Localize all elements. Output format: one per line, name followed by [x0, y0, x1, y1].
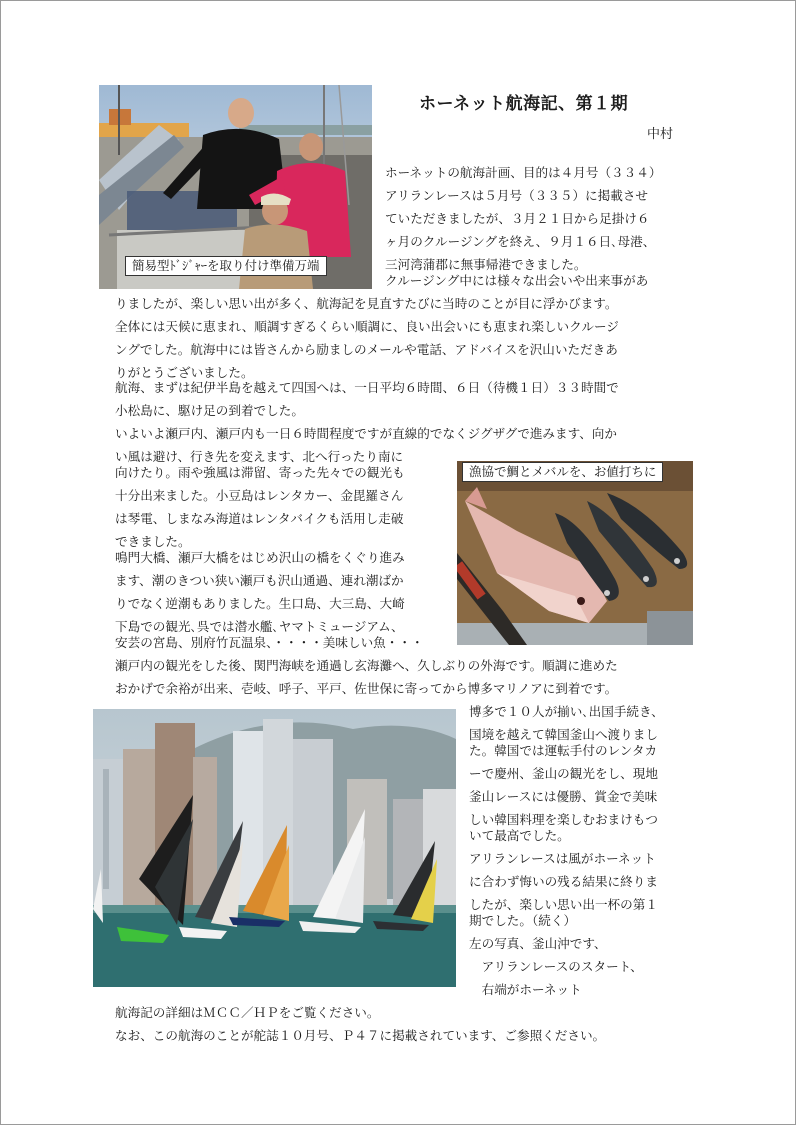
- article-line: は琴電、しまなみ海道はレンタバイクも活用し走破: [115, 511, 404, 526]
- article-line: た。韓国では運転手付のレンタカ: [469, 743, 658, 758]
- article-line: ヶ月のクルージングを終え、９月１６日､母港、: [385, 234, 656, 249]
- article-line: 下島での観光､呉では潜水艦､ヤマトミュージアム、: [115, 619, 404, 634]
- article-line: りでなく逆潮もありました。生口島、大三島、大崎: [115, 596, 405, 611]
- article-line: ホーネットの航海計画、目的は４月号（３３４）: [385, 165, 662, 180]
- article-line: 期でした。（続く）: [469, 913, 577, 928]
- article-line: おかげで余裕が出来、壱岐、呼子、平戸、佐世保に寄ってから博多マリノアに到着です。: [115, 681, 618, 696]
- article-line: いて最高でした。: [469, 828, 570, 843]
- article-line: ーで慶州、釜山の観光をし、現地: [469, 766, 658, 781]
- race-photo: [93, 709, 456, 987]
- article-line: アリランレースは５月号（３３５）に掲載させ: [385, 188, 649, 203]
- article-line: い風は避け、行き先を変えます、北へ行ったり南に: [115, 449, 404, 464]
- article-line: いよいよ瀬戸内、瀬戸内も一日６時間程度ですが直線的でなくジグザグで進みます、向か: [115, 426, 617, 441]
- article-line: 航海、まずは紀伊半島を越えて四国へは、一日平均６時間、６日（待機１日）３３時間で: [115, 380, 619, 395]
- article-line: したが、楽しい思い出一杯の第１: [469, 897, 658, 912]
- article-line: りがとうございました。: [115, 365, 254, 380]
- article-line: クルージング中には様々な出会いや出来事があ: [385, 273, 649, 288]
- article-line: 十分出来ました。小豆島はレンタカー、金毘羅さん: [115, 488, 404, 503]
- article-line: 国境を越えて韓国釜山へ渡りまし: [469, 727, 658, 742]
- article-line: 安芸の宮島、別府竹瓦温泉、・・・・美味しい魚・・・: [115, 635, 424, 650]
- article-line: りましたが、楽しい思い出が多く、航海記を見直すたびに当時のことが目に浮かびます。: [115, 296, 618, 311]
- article-line: ングでした。航海中には皆さんから励ましのメールや電話、アドバイスを沢山いただきあ: [115, 342, 618, 357]
- article-line: しい韓国料理を楽しむおまけもつ: [469, 812, 658, 827]
- article-line: 三河湾蒲郡に無事帰港できました。: [385, 257, 587, 272]
- article-line: アリランレースは風がホーネット: [469, 851, 656, 866]
- article-line: 博多で１０人が揃い､出国手続き、: [469, 704, 664, 719]
- article-line: 右端がホーネット: [469, 982, 582, 997]
- crew-photo-caption: 簡易型ﾄﾞｼﾞｬｰを取り付け準備万端: [125, 256, 327, 276]
- article-line: なお、この航海のことが舵誌１０月号、Ｐ４７に掲載されています、ご参照ください。: [115, 1028, 606, 1043]
- fish-photo: [457, 461, 693, 645]
- article-author: 中村: [647, 127, 674, 142]
- article-line: ていただきましたが、３月２１日から足掛け６: [385, 211, 650, 226]
- crew-photo: [99, 85, 372, 289]
- article-line: に合わず悔いの残る結果に終りま: [469, 874, 658, 889]
- article-line: 向けたり。雨や強風は滞留、寄った先々での観光も: [115, 465, 405, 480]
- article-line: アリランレースのスタート、: [469, 959, 643, 974]
- article-line: 航海記の詳細はＭＣＣ／ＨＰをご覧ください。: [115, 1005, 380, 1020]
- article-line: 全体には天候に恵まれ、順調すぎるくらい順調に、良い出会いにも恵まれ楽しいクルージ: [115, 319, 619, 334]
- article-line: ます、潮のきつい狭い瀬戸も沢山通過、連れ潮ばか: [115, 573, 404, 588]
- article-line: 釜山レースには優勝、賞金で美味: [469, 789, 658, 804]
- fish-photo-caption: 漁協で鯛とメバルを、お値打ちに: [462, 462, 663, 482]
- article-line: 瀬戸内の観光をした後、関門海峡を通過し玄海灘へ、久しぶりの外海です。順調に進めた: [115, 658, 618, 673]
- article-line: できました。: [115, 534, 191, 549]
- article-line: 鳴門大橋、瀬戸大橋をはじめ沢山の橋をくぐり進み: [115, 550, 405, 565]
- article-title: ホーネット航海記、第１期: [419, 94, 629, 114]
- article-line: 小松島に、駆け足の到着でした。: [115, 403, 304, 418]
- article-line: 左の写真、釜山沖です、: [469, 936, 607, 951]
